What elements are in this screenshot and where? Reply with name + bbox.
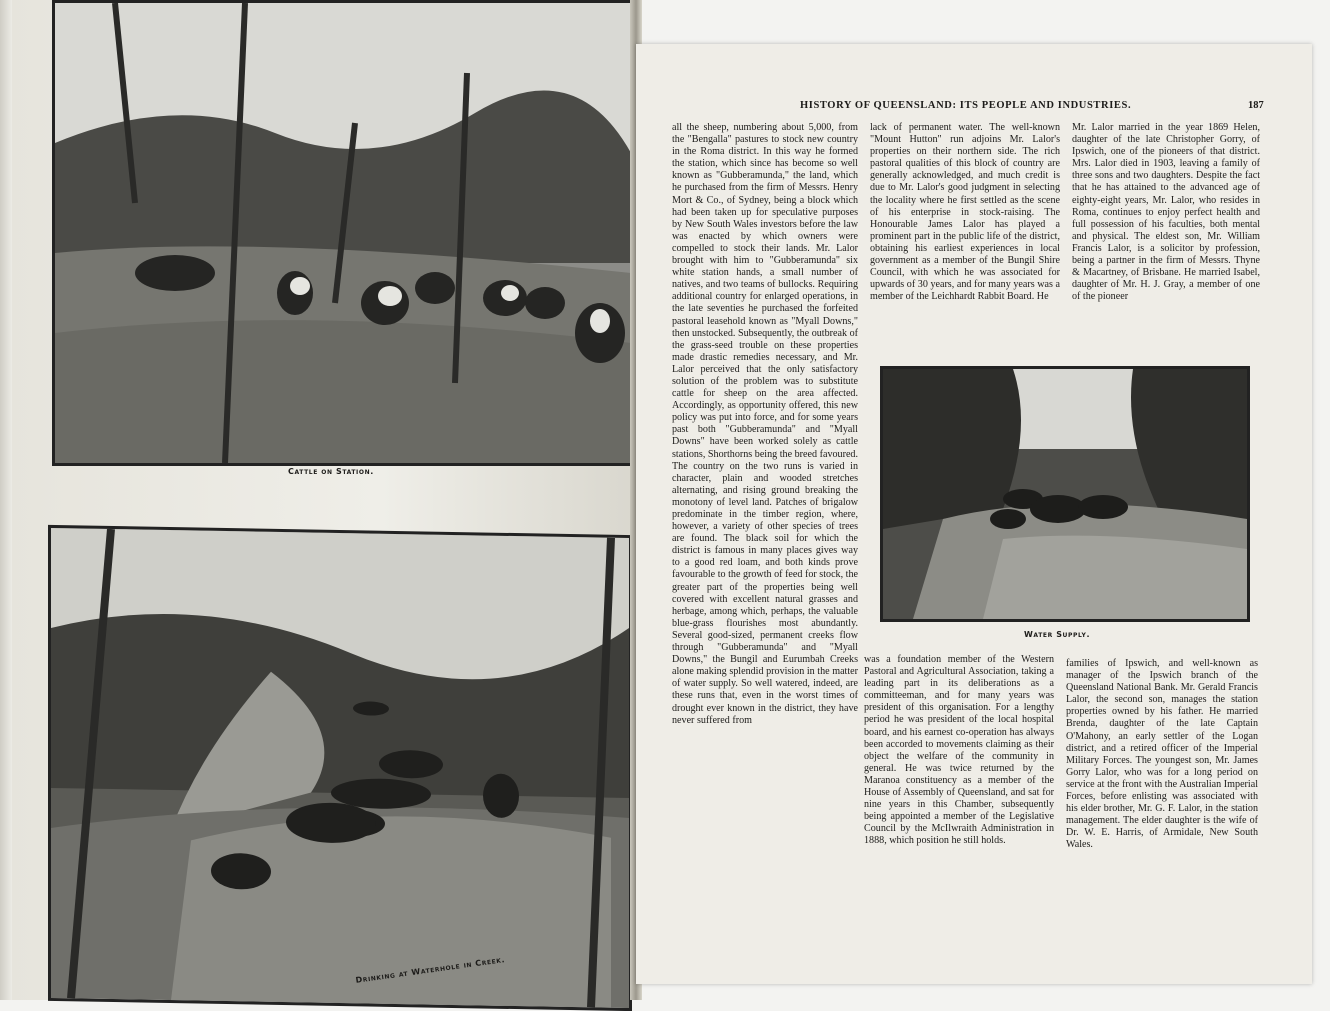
caption-cattle: Cattle on Station. <box>288 467 374 476</box>
column-2-top <box>870 122 1060 358</box>
column-3-bottom <box>1066 658 1258 908</box>
column-2-top-text: lack of permanent water. The well-known "Mount Hutton" run adjoins Mr. Lalor's properties on their northern side. The rich pastoral qualities of this block of country are generally acknowledged, and much credit is due to Mr. Lalor's good judgment in selecting the locality where he first settled as the scene of his enterprise in stock-raising. The Honourable James Lalor has played a prominent part in the public life of the district, obtaining his earliest experiences in local government as a member of the Bungil Shire Council, with which he was associated for upwards of 30 years, and for many years was a member of the Leichhardt Rabbit Board. He <box>870 122 1060 303</box>
photo-cattle-on-station <box>52 0 634 466</box>
running-head: HISTORY OF QUEENSLAND: ITS PEOPLE AND INDUSTRIES. <box>800 100 1132 111</box>
photo-drinking-at-waterhole <box>48 525 632 1011</box>
page-number: 187 <box>1248 100 1264 111</box>
caption-water-supply: Water Supply. <box>1024 630 1091 639</box>
page-edge <box>0 0 12 1000</box>
column-2-bottom <box>864 654 1054 904</box>
left-page <box>0 0 636 1000</box>
photo-water-supply <box>880 366 1250 622</box>
column-1-text: all the sheep, numbering about 5,000, from the "Bengalla" pastures to stock new country in the Roma district. In this way he formed the station, which since has become so well known as "Gubberamunda," the land, which he purchased from the firm of Messrs. Henry Mort & Co., of Sydney, being a block which had been taken up for speculative purposes by New South Wales investors before the law was enacted by which owners were compelled to stock their lands. Mr. Lalor brought with him to "Gubberamunda" six white station hands, a small number of natives, and two teams of bullocks. Requiring additional country for enlarged operations, in the late seventies he purchased the forfeited pastoral leasehold known as "Myall Downs," then unstocked. Subsequently, the outbreak of the grass-seed trouble on these properties made drastic remedies necessary, and Mr. Lalor perceived that the only satisfactory solution of the problem was to substitute cattle for sheep on the area affected. Accordingly, as opportunity offered, this new policy was put into force, and for some years past both "Gubberamunda" and "Myall Downs" have been worked solely as cattle stations, Shorthorns being the breed favoured. The country on the two runs is varied in character, plain and wooded stretches alternating, and rising ground breaking the monotony of level land. Patches of brigalow predominate in the timber region, where, however, a variety of other species of trees are found. The black soil for which the district is famous in many places gives way to a good red loam, and both kinds prove favourable to the growth of feed for stock, the greater part of the properties being well covered with excellent natural grasses and herbage, among which, perhaps, the valuable blue-grass flourishes most abundantly. Several good-sized, permanent creeks flow through "Gubberamunda" and "Myall Downs," the Bungil and Eurumbah Creeks alone making splendid provision in the matter of water supply. So well watered, indeed, are these runs that, even in the worst times of drought ever known in the district, they have never suffered from <box>672 122 858 726</box>
column-1 <box>672 122 858 902</box>
column-3-top-text: Mr. Lalor married in the year 1869 Helen, daughter of the late Christopher Gorry, of Ipswich, one of the pioneers of that district. Mrs. Lalor died in 1903, leaving a family of three sons and two daughters. Despite the fact that he has attained to the advanced age of eighty-eight years, Mr. Lalor, who resides in Roma, continues to enjoy perfect health and full possession of his faculties, both mental and physical. The eldest son, Mr. William Francis Lalor, is a solicitor by profession, being a partner in the firm of Messrs. Thyne & Macartney, of Brisbane. He married Isabel, daughter of Mr. H. J. Gray, a member of one of the pioneer <box>1072 122 1260 303</box>
caption-drinking: Drinking at Waterhole in Creek. <box>355 955 506 985</box>
column-3-top <box>1072 122 1260 358</box>
column-2-bottom-text: was a foundation member of the Western Pastoral and Agricultural Association, taking a leading part in its deliberations as a committeeman, and for many years was president of this organisation. For a lengthy period he was president of the local hospital board, and his earnest co-operation has always been accorded to movements claiming as their object the welfare of the community in general. He was twice returned by the Maranoa constituency as a member of the House of Assembly of Queensland, and sat for nine years in this Chamber, subsequently being appointed a member of the Legislative Council by the McIlwraith Administration in 1888, which position he still holds. <box>864 654 1054 847</box>
column-3-bottom-text: families of Ipswich, and well-known as manager of the Ipswich branch of the Queensland National Bank. Mr. Gerald Francis Lalor, the second son, manages the station properties owned by his father. He married Brenda, daughter of the late Captain O'Mahony, an early settler of the Logan district, and a retired officer of the Imperial Military Forces. The youngest son, Mr. James Gorry Lalor, who was for a long period on service at the front with the Australian Imperial Forces, before enlisting was associated with his elder brother, Mr. G. F. Lalor, in the station management. The elder daughter is the wife of Dr. W. E. Harris, of Armidale, New South Wales. <box>1066 658 1258 851</box>
